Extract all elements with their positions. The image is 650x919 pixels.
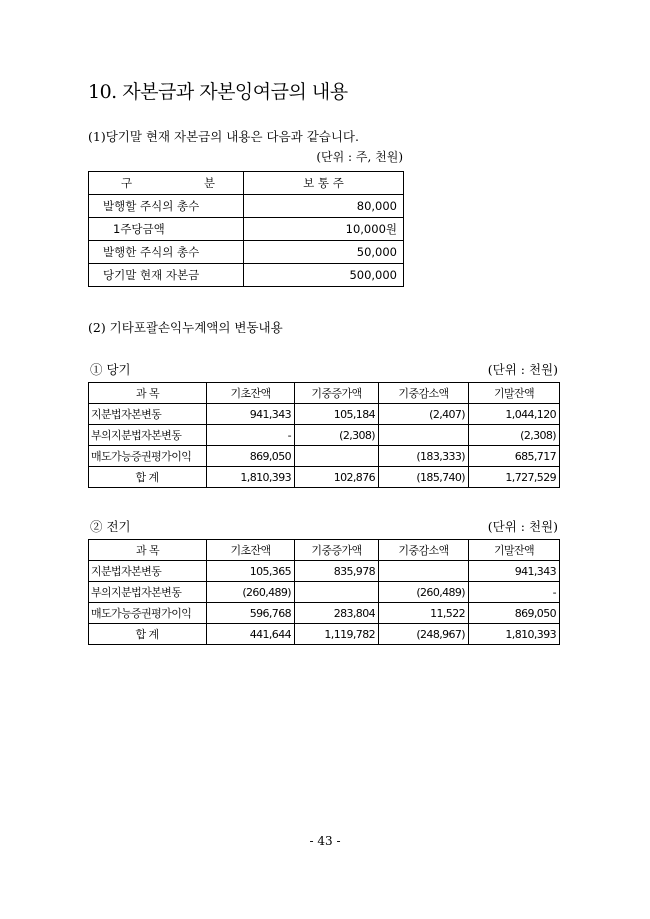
cell: 1,810,393	[469, 624, 560, 645]
row-label: 발행한 주식의 총수	[89, 241, 244, 264]
table-row	[89, 425, 560, 446]
row-label: 발행할 주식의 총수	[89, 195, 244, 218]
page-title: 10. 자본금과 자본잉여금의 내용	[88, 81, 348, 103]
cell: 685,717	[469, 446, 560, 467]
cell: 1,810,393	[207, 467, 295, 488]
cell: (260,489)	[379, 582, 469, 603]
row-value: 80,000	[244, 195, 404, 218]
cell: 869,050	[207, 446, 295, 467]
header-cell: 기말잔액	[469, 383, 560, 404]
table-row	[89, 404, 560, 425]
table-row	[89, 195, 404, 218]
header-cell	[89, 172, 244, 195]
header-cell: 보 통 주	[244, 172, 404, 195]
share-capital-table	[88, 171, 404, 287]
section1-unit: (단위 : 주, 천원)	[316, 150, 403, 164]
row-label: 부의지분법자본변동	[89, 425, 207, 446]
cell: 835,978	[295, 561, 379, 582]
cell: 105,184	[295, 404, 379, 425]
table-header-row	[89, 383, 560, 404]
current-period-label: ① 당기	[90, 362, 131, 377]
row-label: 부의지분법자본변동	[89, 582, 207, 603]
header-cell: 기중감소액	[379, 383, 469, 404]
header-cell: 기초잔액	[207, 383, 295, 404]
cell: (2,407)	[379, 404, 469, 425]
header-cell: 기말잔액	[469, 540, 560, 561]
previous-period-label: ② 전기	[90, 519, 131, 534]
row-label: 매도가능증권평가이익	[89, 603, 207, 624]
section2-heading: (2) 기타포괄손익누계액의 변동내용	[88, 320, 283, 335]
header-cell: 기초잔액	[207, 540, 295, 561]
table-row	[89, 218, 404, 241]
cell: (185,740)	[379, 467, 469, 488]
table-total-row	[89, 467, 560, 488]
table-header-row	[89, 172, 404, 195]
previous-period-unit: (단위 : 천원)	[487, 519, 558, 534]
section1-heading: (1)당기말 현재 자본금의 내용은 다음과 같습니다.	[88, 129, 359, 144]
table-row	[89, 582, 560, 603]
cell	[379, 425, 469, 446]
cell: -	[207, 425, 295, 446]
row-label: 지분법자본변동	[89, 404, 207, 425]
cell: 596,768	[207, 603, 295, 624]
row-value: 50,000	[244, 241, 404, 264]
cell: 102,876	[295, 467, 379, 488]
header-cell: 과 목	[89, 540, 207, 561]
previous-period-table	[88, 539, 560, 645]
cell: (183,333)	[379, 446, 469, 467]
header-cell: 과 목	[89, 383, 207, 404]
table-row	[89, 603, 560, 624]
table-total-row	[89, 624, 560, 645]
cell: 941,343	[469, 561, 560, 582]
row-label: 합 계	[89, 467, 207, 488]
cell	[379, 561, 469, 582]
cell: (248,967)	[379, 624, 469, 645]
row-label: 지분법자본변동	[89, 561, 207, 582]
header-cell: 기중증가액	[295, 383, 379, 404]
table-row	[89, 446, 560, 467]
table-row	[89, 264, 404, 287]
cell: (2,308)	[295, 425, 379, 446]
row-label: 매도가능증권평가이익	[89, 446, 207, 467]
cell: 283,804	[295, 603, 379, 624]
cell: 1,044,120	[469, 404, 560, 425]
header-cell: 기중증가액	[295, 540, 379, 561]
cell: 1,727,529	[469, 467, 560, 488]
cell	[295, 582, 379, 603]
page-number: - 43 -	[309, 834, 341, 848]
row-label: 당기말 현재 자본금	[89, 264, 244, 287]
cell	[295, 446, 379, 467]
cell: 11,522	[379, 603, 469, 624]
cell: 105,365	[207, 561, 295, 582]
row-value: 500,000	[244, 264, 404, 287]
cell: 441,644	[207, 624, 295, 645]
header-part: 분	[203, 176, 215, 190]
cell: 869,050	[469, 603, 560, 624]
table-row	[89, 241, 404, 264]
cell: 1,119,782	[295, 624, 379, 645]
row-label: 1주당금액	[89, 218, 244, 241]
cell: 941,343	[207, 404, 295, 425]
row-value: 10,000원	[244, 218, 404, 241]
cell: -	[469, 582, 560, 603]
table-header-row	[89, 540, 560, 561]
header-part: 구	[121, 176, 133, 190]
table-row	[89, 561, 560, 582]
current-period-table	[88, 382, 560, 488]
cell: (2,308)	[469, 425, 560, 446]
row-label: 합 계	[89, 624, 207, 645]
current-period-unit: (단위 : 천원)	[487, 362, 558, 377]
header-cell: 기중감소액	[379, 540, 469, 561]
cell: (260,489)	[207, 582, 295, 603]
